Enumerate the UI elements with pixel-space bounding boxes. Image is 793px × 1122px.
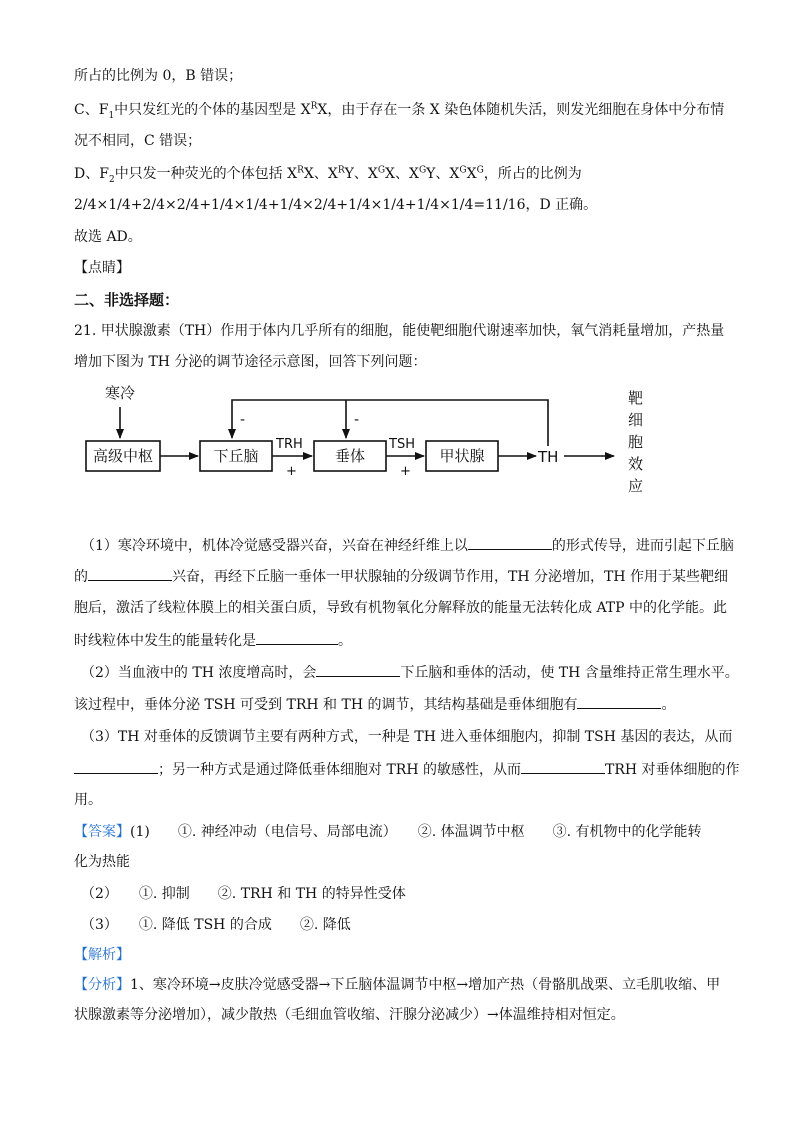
subquestion-3: ；另一种方式是通过降低垂体细胞对 TRH 的敏感性，从而 TRH 对垂体细胞的作	[74, 759, 740, 780]
subquestion-1: （1）寒冷环境中，机体冷觉感受器兴奋，兴奋在神经纤维上以 的形式传导，进而引起下丘脑	[81, 535, 734, 556]
pituitary-label: 垂体	[334, 447, 366, 465]
th-label: TH	[538, 448, 559, 466]
target-char: 胞	[628, 433, 644, 451]
minus-sign: -	[354, 412, 360, 428]
subquestion-1: 时线粒体中发生的能量转化是 。	[74, 630, 352, 651]
analysis-line: 【分析】1、寒冷环境→皮肤冷觉感受器→下丘脑体温调节中枢→增加产热（骨骼肌战栗、立毛肌收缩、甲	[74, 977, 721, 993]
answer-line: 化为热能	[74, 854, 130, 870]
text-line: 所占的比例为 0，B 错误；	[74, 68, 243, 84]
subquestion-2: （2）当血液中的 TH 浓度增高时，会 下丘脑和垂体的活动，使 TH 含量维持正常生理水平。	[81, 662, 739, 683]
analysis-tag: 【解析】	[74, 947, 130, 963]
section-heading: 二、非选择题：	[74, 291, 180, 309]
analysis-line: 状腺激素等分泌增加），减少散热（毛细血管收缩、汗腺分泌减少）→体温维持相对恒定。	[74, 1007, 625, 1023]
subquestion-1: 胞后，激活了线粒体膜上的相关蛋白质，导致有机物氧化分解释放的能量无法转化成 ATP 中的化学能。此	[74, 600, 728, 616]
target-char: 细	[628, 411, 644, 429]
tsh-label: TSH	[389, 437, 415, 452]
plus-sign: +	[286, 464, 297, 479]
regulation-diagram	[0, 0, 793, 520]
subquestion-1: 的 兴奋，再经下丘脑一垂体一甲状腺轴的分级调节作用，TH 分泌增加，TH 作用于某些靶细	[74, 566, 728, 587]
text-line: C、$F_1$中只发红光的个体的基因型是 $X^RX$，由于存在一条 X 染色体随机失活，则发光细胞在身体中分布情	[74, 101, 725, 121]
text-line: D、$F_2$中只发一种荧光的个体包括 $X^RX$、$X^RY$、$X^GX$、$X^GY$、$X^GX^G$，所占的比例为	[74, 165, 582, 185]
answer-line: （3） ①. 降低 TSH 的合成 ②. 降低	[81, 917, 351, 933]
thyroid-label: 甲状腺	[439, 447, 485, 465]
subquestion-3: （3）TH 对垂体的反馈调节主要有两种方式，一种是 TH 进入垂体细胞内，抑制 TSH 基因的表达，从而	[81, 729, 733, 745]
target-char: 应	[628, 477, 644, 495]
answer-blank[interactable]	[256, 630, 338, 645]
question-line: 21. 甲状腺激素（TH）作用于体内几乎所有的细胞，能使靶细胞代谢速率加快，氧气消耗量增加，产热量	[74, 323, 725, 339]
answer-blank[interactable]	[468, 535, 552, 550]
text-line: 况不相同，C 错误；	[74, 133, 202, 149]
text-line: 故选 AD。	[74, 229, 142, 245]
target-char: 效	[628, 455, 644, 473]
plus-sign: +	[400, 464, 411, 479]
subquestion-2: 该过程中，垂体分泌 TSH 可受到 TRH 和 TH 的调节，其结构基础是垂体细胞有 。	[74, 694, 675, 715]
subquestion-3: 用。	[74, 792, 102, 808]
trh-label: TRH	[276, 437, 303, 452]
minus-sign: -	[240, 412, 246, 428]
question-line: 增加下图为 TH 分泌的调节途径示意图，回答下列问题：	[74, 354, 427, 370]
answer-line: 【答案】(1) ①. 神经冲动（电信号、局部电流） ②. 体温调节中枢 ③. 有机物中的化学能转	[74, 824, 702, 840]
answer-blank[interactable]	[88, 566, 172, 581]
target-char: 靶	[628, 389, 644, 407]
cold-label: 寒冷	[104, 384, 136, 402]
hypothalamus-label: 下丘脑	[213, 447, 259, 465]
center-label: 高级中枢	[92, 447, 154, 465]
answer-blank[interactable]	[74, 759, 158, 774]
fenxi-tag: 【分析】	[74, 977, 130, 993]
answer-blank[interactable]	[316, 662, 400, 677]
text-line: 【点睛】	[74, 260, 130, 276]
answer-tag: 【答案】	[74, 824, 130, 840]
answer-line: （2） ①. 抑制 ②. TRH 和 TH 的特异性受体	[81, 886, 406, 902]
text-line: 2/4×1/4+2/4×2/4+1/4×1/4+1/4×2/4+1/4×1/4+1/4×1/4=11/16，D 正确。	[74, 197, 598, 213]
answer-blank[interactable]	[521, 759, 605, 774]
answer-blank[interactable]	[577, 694, 661, 709]
